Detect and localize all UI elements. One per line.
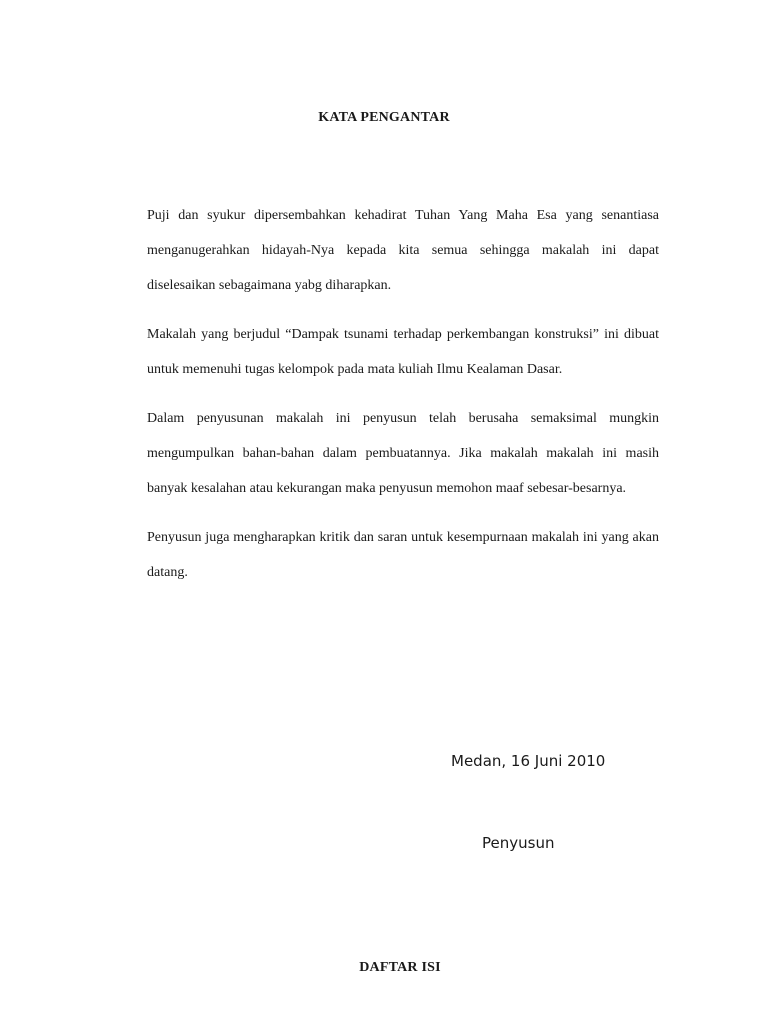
signatory: Penyusun (482, 834, 555, 852)
page-title: KATA PENGANTAR (318, 110, 450, 125)
place-date: Medan, 16 Juni 2010 (451, 752, 606, 770)
paragraph-2: Makalah yang berjudul “Dampak tsunami terhadap perkembangan konstruksi” ini dibuat untuk memenuhi tugas kelompok pada mata kuliah Ilmu Kealaman Dasar. (147, 327, 659, 377)
paragraph-3: Dalam penyusunan makalah ini penyusun telah berusaha semaksimal mungkin mengumpulkan bahan-bahan dalam pembuatannya. Jika makalah makalah ini masih banyak kesalahan atau kekurangan maka penyusun memohon maaf sebesar-besarnya. (147, 411, 659, 496)
paragraph-4: Penyusun juga mengharapkan kritik dan saran untuk kesempurnaan makalah ini yang akan datang. (147, 530, 659, 580)
document-body (147, 198, 659, 604)
paragraph-1: Puji dan syukur dipersembahkan kehadirat Tuhan Yang Maha Esa yang senantiasa menganugerahkan hidayah-Nya kepada kita semua sehingga makalah ini dapat diselesaikan sebagaimana yabg diharapkan. (147, 208, 659, 293)
next-section-title: DAFTAR ISI (359, 960, 441, 975)
